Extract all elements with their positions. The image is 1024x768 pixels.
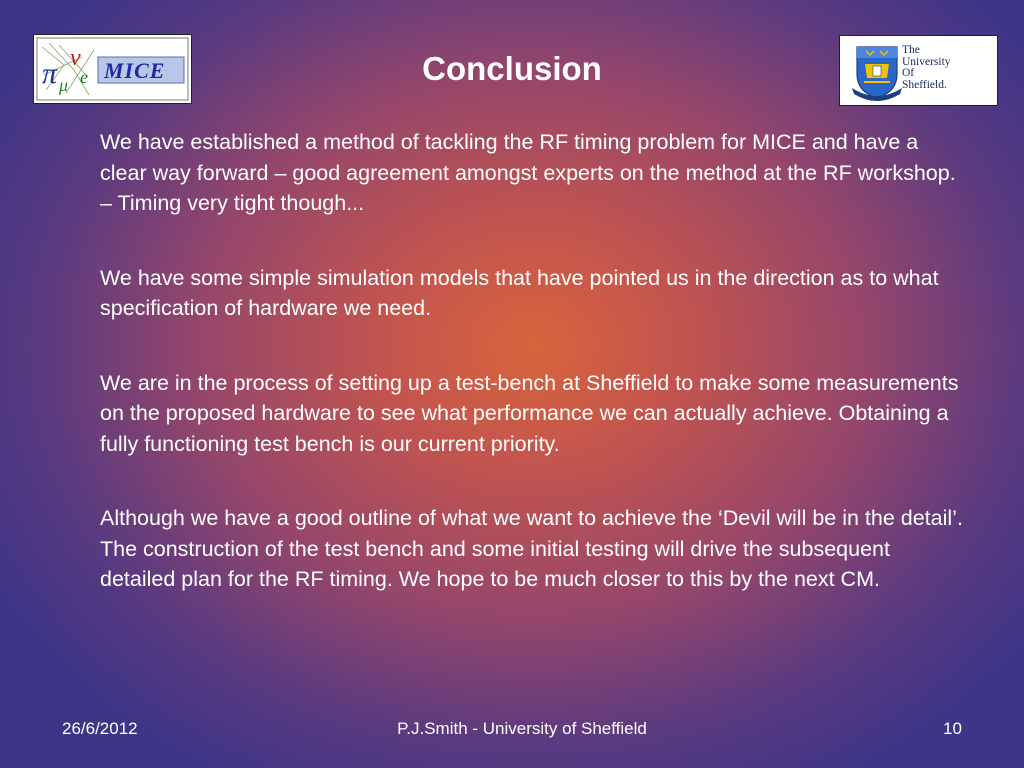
university-logo-line: The [902, 44, 920, 56]
university-logo-line: Sheffield. [902, 78, 947, 91]
university-logo [839, 35, 998, 106]
footer-page-number: 10 [943, 719, 962, 738]
mice-logo-text: MICE [104, 58, 166, 83]
body-paragraph: We have established a method of tackling the RF timing problem for MICE and have a clear way forward – good agreement amongst experts on the method at the RF workshop. – Timing very tight though... [100, 130, 956, 215]
footer-date: 26/6/2012 [62, 719, 138, 738]
svg-text:ν: ν [70, 45, 81, 71]
svg-text:e: e [80, 67, 88, 87]
university-logo-line: Of [902, 67, 915, 79]
body-paragraph: We have some simple simulation models that have pointed us in the direction as to what specification of hardware we need. [100, 265, 939, 320]
footer-author: P.J.Smith - University of Sheffield [397, 719, 647, 738]
body-paragraph: We are in the process of setting up a test-bench at Sheffield to make some measurements on the proposed hardware to see what performance we can actually achieve. Obtaining a fully functioning test bench is our current priority. [100, 370, 959, 456]
university-of-sheffield-crest [852, 42, 902, 102]
svg-text:π: π [42, 57, 58, 90]
university-logo-line: University [902, 55, 951, 68]
slide-body [100, 127, 970, 639]
body-paragraph: Although we have a good outline of what we want to achieve the ‘Devil will be in the detail’. The construction of the test bench and some initial testing will drive the subsequent detailed plan for the RF timing. We hope to be much closer to this by the next CM. [100, 506, 963, 591]
svg-text:μ: μ [59, 75, 69, 95]
page-title: Conclusion [422, 50, 602, 87]
